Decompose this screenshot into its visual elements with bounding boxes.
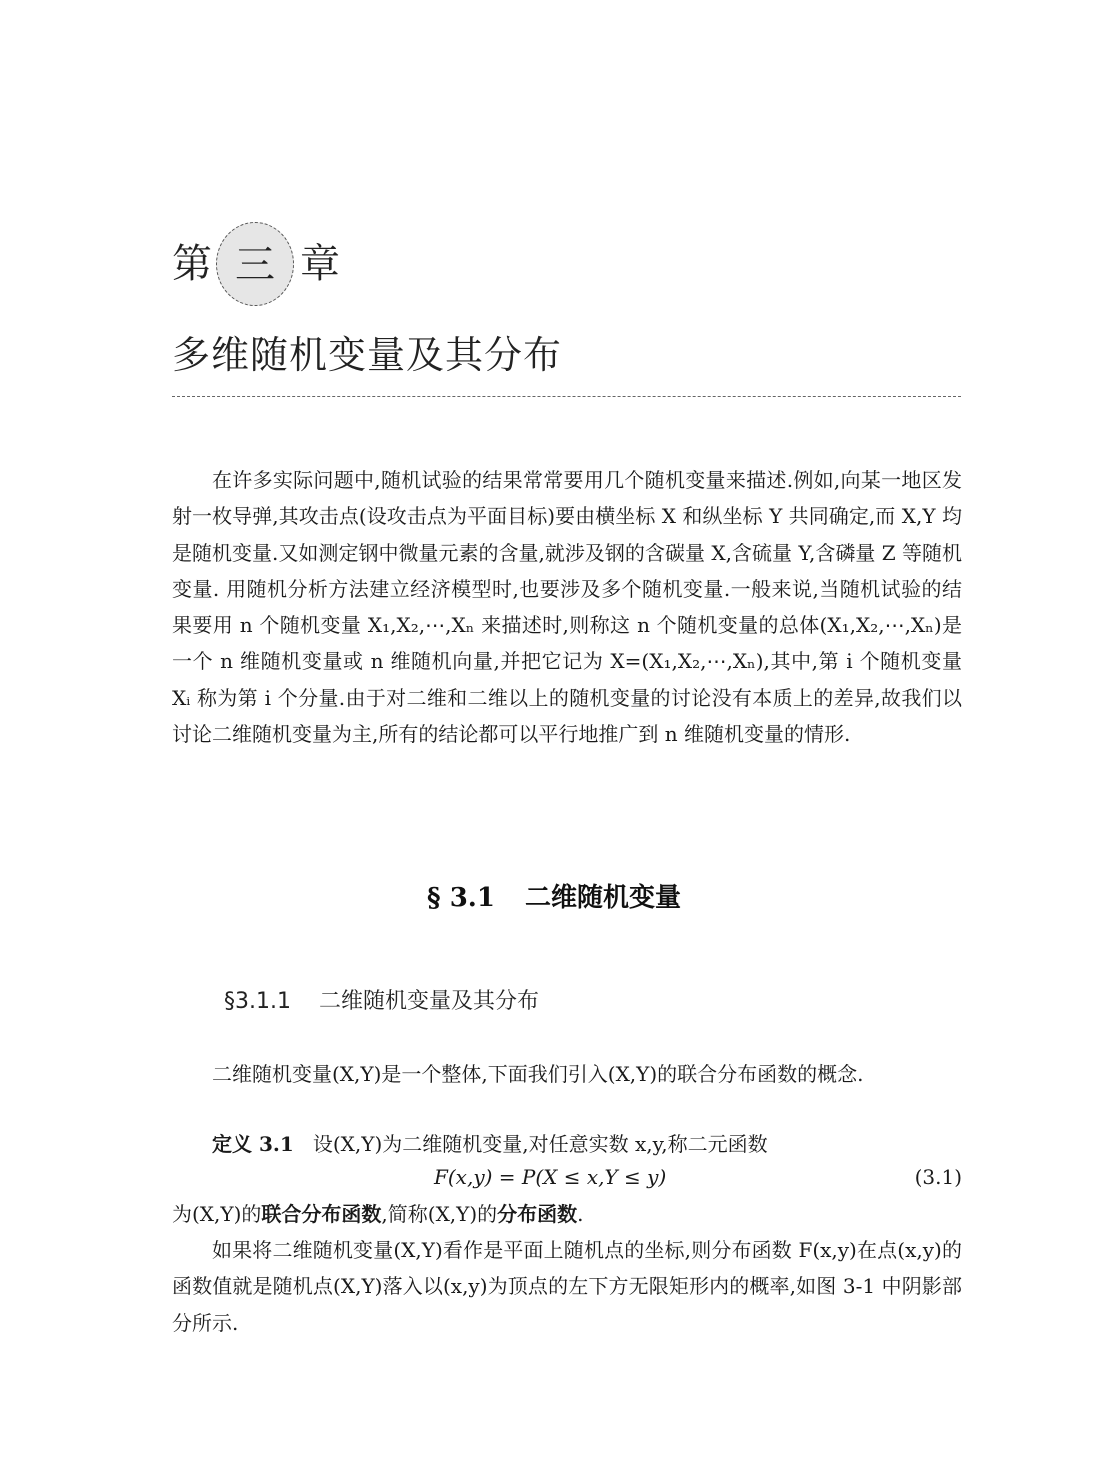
subsection-number: §3.1.1 xyxy=(224,989,291,1014)
chapter-suffix: 章 xyxy=(300,241,340,287)
definition-conclusion xyxy=(172,1196,962,1232)
formula-row xyxy=(172,1160,962,1194)
joint-distribution-intro: 二维随机变量(X,Y)是一个整体,下面我们引入(X,Y)的联合分布函数的概念. xyxy=(212,1062,864,1086)
term-joint-cdf: 联合分布函数 xyxy=(261,1202,382,1226)
subsection-title: 二维随机变量及其分布 xyxy=(318,989,539,1014)
equation-number: (3.1) xyxy=(914,1165,962,1189)
chapter-number-badge xyxy=(216,222,294,306)
chapter-number: 三 xyxy=(235,242,275,288)
section-number: § 3.1 xyxy=(427,883,495,913)
chapter-prefix: 第 xyxy=(172,241,212,287)
geometric-interpretation: 如果将二维随机变量(X,Y)看作是平面上随机点的坐标,则分布函数 F(x,y)在点(x,y)的函数值就是随机点(X,Y)落入以(x,y)为顶点的左下方无限矩形内的概率,如图 3-1 中阴影部分所示. xyxy=(172,1238,962,1335)
subsection-heading xyxy=(224,984,539,1020)
intro-paragraph: 在许多实际问题中,随机试验的结果常常要用几个随机变量来描述.例如,向某一地区发射一枚导弹,其攻击点(设攻击点为平面目标)要由横坐标 X 和纵坐标 Y 共同确定,而 X,Y 均是随机变量.又如测定钢中微量元素的含量,就涉及钢的含碳量 X,含硫量 Y,含磷量 Z 等随机变量. 用随机分析方法建立经济模型时,也要涉及多个随机变量.一般来说,当随机试验的结果要用 n 个随机变量 X₁,X₂,⋯,Xₙ 来描述时,则称这 n 个随机变量的总体(X₁,X₂,⋯,Xₙ)是一个 n 维随机变量或 n 维随机向量,并把它记为 X=(X₁,X₂,⋯,Xₙ),其中,第 i 个随机变量 Xᵢ 称为第 i 个分量.由于对二维和二维以上的随机变量的讨论没有本质上的差异,故我们以讨论二维随机变量为主,所有的结论都可以平行地推广到 n 维随机变量的情形. xyxy=(172,468,962,747)
definition-text: 设(X,Y)为二维随机变量,对任意实数 x,y,称二元函数 xyxy=(312,1132,768,1156)
definition-statement xyxy=(172,1126,962,1162)
joint-cdf-formula: F(x,y) = P(X ≤ x,Y ≤ y) xyxy=(434,1165,667,1189)
definition-conclusion-prefix: 为(X,Y)的 xyxy=(172,1202,262,1226)
term-cdf: 分布函数 xyxy=(497,1202,578,1226)
chapter-title: 多维随机变量及其分布 xyxy=(172,333,563,377)
section-heading xyxy=(0,878,1108,918)
definition-label: 定义 3.1 xyxy=(212,1132,294,1156)
definition-conclusion-middle: ,简称(X,Y)的 xyxy=(381,1202,498,1226)
section-title: 二维随机变量 xyxy=(524,883,681,913)
definition-conclusion-end: . xyxy=(577,1202,584,1226)
title-divider xyxy=(172,396,961,397)
